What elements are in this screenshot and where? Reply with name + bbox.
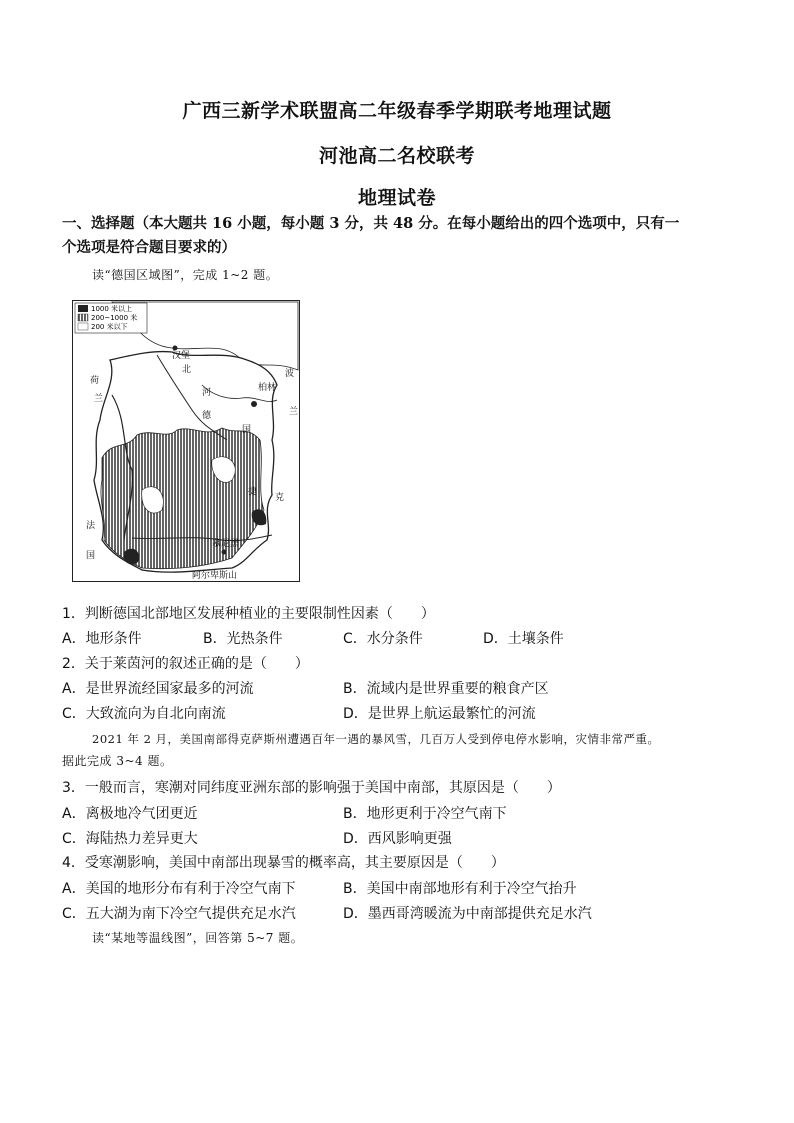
question-2: 2．关于莱茵河的叙述正确的是（ ）	[62, 656, 309, 672]
q3-option-c[interactable]: C．海陆热力差异更大	[62, 831, 198, 847]
legend-swatch-high	[78, 305, 88, 312]
isotherm-question-intro: 读“某地等温线图”，回答第 5~7 题。	[92, 931, 304, 945]
label-he: 荷	[90, 376, 100, 386]
germany-region-map	[72, 300, 300, 582]
map-question-intro: 读“德国区域图”，完成 1~2 题。	[92, 268, 279, 282]
label-ke: 克	[275, 493, 285, 503]
highland-area	[101, 428, 264, 569]
section-heading-line1: 一、选择题（本大题共 16 小题，每小题 3 分，共 48 分。在每小题给出的四个选项中，只有一	[62, 215, 680, 232]
legend-mid: 200~1000 米	[91, 314, 138, 322]
berlin-dot	[251, 401, 257, 407]
label-he2: 河	[202, 388, 212, 398]
q1-option-a[interactable]: A．地形条件	[62, 631, 142, 647]
label-bo: 波	[285, 369, 295, 379]
label-de: 德	[202, 411, 212, 421]
question-1: 1．判断德国北部地区发展种植业的主要限制性因素（ ）	[62, 606, 435, 622]
q2-option-c[interactable]: C．大致流向为自北向南流	[62, 706, 226, 722]
label-bei: 北	[182, 365, 192, 375]
q1-option-d[interactable]: D．土壤条件	[483, 631, 564, 647]
q2-option-b[interactable]: B．流域内是世界重要的粮食产区	[343, 681, 549, 697]
paper-title: 地理试卷	[357, 187, 436, 209]
cold-wave-intro-line1: 2021 年 2 月，美国南部得克萨斯州遭遇百年一遇的暴风雪，几百万人受到停电停水影响，灾情非常严重。	[92, 732, 660, 746]
legend-low: 200 米以下	[91, 323, 128, 331]
q4-option-d[interactable]: D．墨西哥湾暖流为中南部提供充足水汽	[343, 906, 592, 922]
q3-option-a[interactable]: A．离极地冷气团更近	[62, 806, 198, 822]
label-guo2: 国	[242, 425, 252, 435]
munich-dot	[222, 550, 227, 555]
question-4: 4．受寒潮影响，美国中南部出现暴雪的概率高，其主要原因是（ ）	[62, 855, 505, 871]
exam-subtitle: 河池高二名校联考	[318, 145, 475, 167]
q3-option-b[interactable]: B．地形更利于冷空气南下	[343, 806, 507, 822]
label-munich: 慕尼黑	[212, 539, 240, 549]
question-3: 3．一般而言，寒潮对同纬度亚洲东部的影响强于美国中南部，其原因是（ ）	[62, 780, 561, 796]
legend-high: 1000 米以上	[91, 305, 133, 313]
q2-option-d[interactable]: D．是世界上航运最繁忙的河流	[343, 706, 536, 722]
label-alps: 阿尔卑斯山	[192, 571, 238, 581]
q2-option-a[interactable]: A．是世界流经国家最多的河流	[62, 681, 254, 697]
label-jie: 捷	[248, 487, 258, 497]
section-heading-line2: 个选项是符合题目要求的）	[62, 239, 236, 256]
legend-swatch-low	[78, 323, 88, 330]
q4-option-a[interactable]: A．美国的地形分布有利于冷空气南下	[62, 881, 296, 897]
label-guo: 国	[86, 551, 96, 561]
exam-title: 广西三新学术联盟高二年级春季学期联考地理试题	[182, 100, 612, 122]
label-lan2: 兰	[289, 407, 299, 417]
q4-option-b[interactable]: B．美国中南部地形有利于冷空气抬升	[343, 881, 577, 897]
q4-option-c[interactable]: C．五大湖为南下冷空气提供充足水汽	[62, 906, 296, 922]
label-lan1: 兰	[94, 394, 104, 404]
label-berlin: 柏林	[258, 383, 277, 393]
q1-option-b[interactable]: B．光热条件	[203, 631, 283, 647]
q3-option-d[interactable]: D．西风影响更强	[343, 831, 452, 847]
section-heading	[62, 212, 742, 260]
hamburg-dot	[173, 346, 178, 351]
label-hamburg: 汉堡	[172, 351, 191, 361]
label-fa: 法	[86, 521, 96, 531]
q1-option-c[interactable]: C．水分条件	[343, 631, 423, 647]
cold-wave-intro-line2: 据此完成 3~4 题。	[62, 754, 173, 768]
legend-swatch-mid	[78, 314, 88, 321]
